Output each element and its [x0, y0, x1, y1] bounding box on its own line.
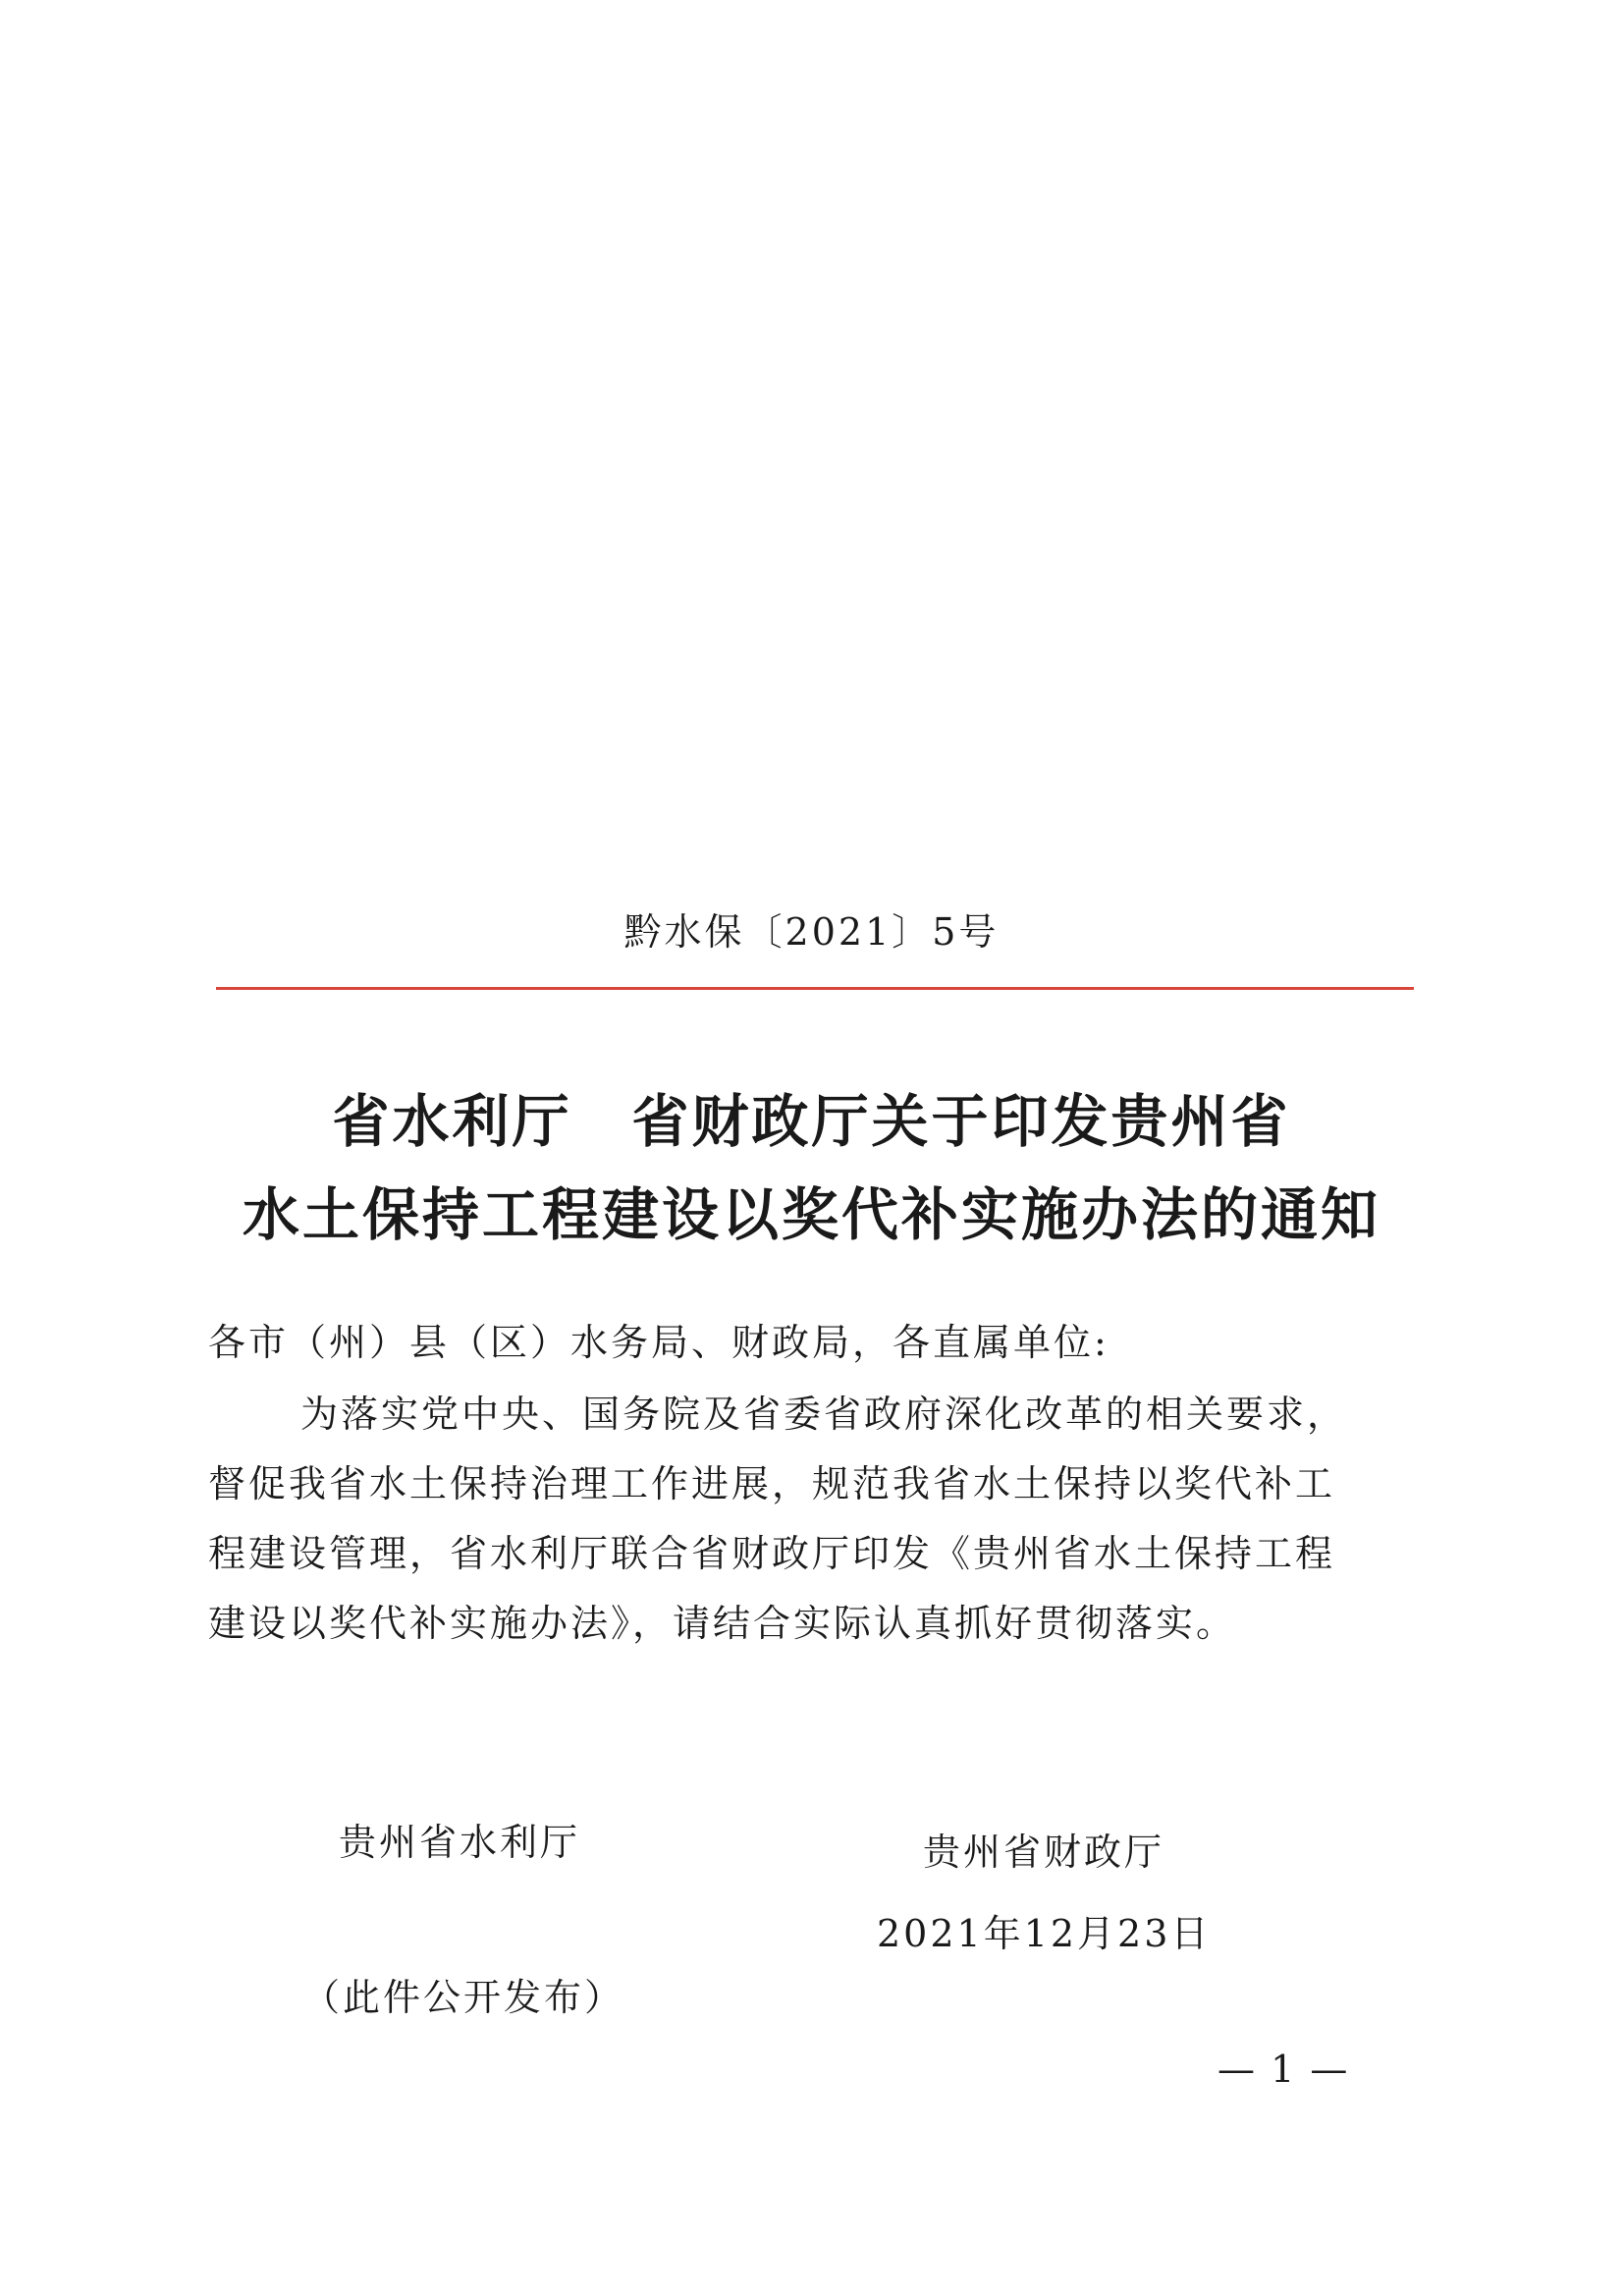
body-line: 建设以奖代补实施办法》，请结合实际认真抓好贯彻落实。	[208, 1602, 1237, 1645]
signer-water-resources-dept: 贵州省水利厅	[339, 1821, 581, 1864]
issue-date: 2021年12月23日	[877, 1912, 1212, 1955]
page-number: — 1 —	[1217, 2048, 1350, 2091]
body-line: 程建设管理，省水利厅联合省财政厅印发《贵州省水土保持工程	[208, 1532, 1336, 1575]
body-line: 为落实党中央、国务院及省委省政府深化改革的相关要求，	[300, 1393, 1348, 1436]
document-title-line-1: 省水利厅 省财政厅关于印发贵州省	[332, 1088, 1291, 1155]
red-divider	[216, 987, 1414, 990]
salutation: 各市（州）县（区）水务局、财政局，各直属单位:	[208, 1321, 1109, 1364]
document-title-line-2: 水土保持工程建设以奖代补实施办法的通知	[242, 1181, 1380, 1248]
public-release-note: （此件公开发布）	[302, 1976, 625, 2019]
signer-finance-dept: 贵州省财政厅	[923, 1831, 1165, 1874]
body-line: 督促我省水土保持治理工作进展，规范我省水土保持以奖代补工	[208, 1462, 1336, 1505]
document-number: 黔水保〔2021〕5号	[623, 910, 1000, 954]
body-paragraph	[208, 1380, 1411, 1659]
